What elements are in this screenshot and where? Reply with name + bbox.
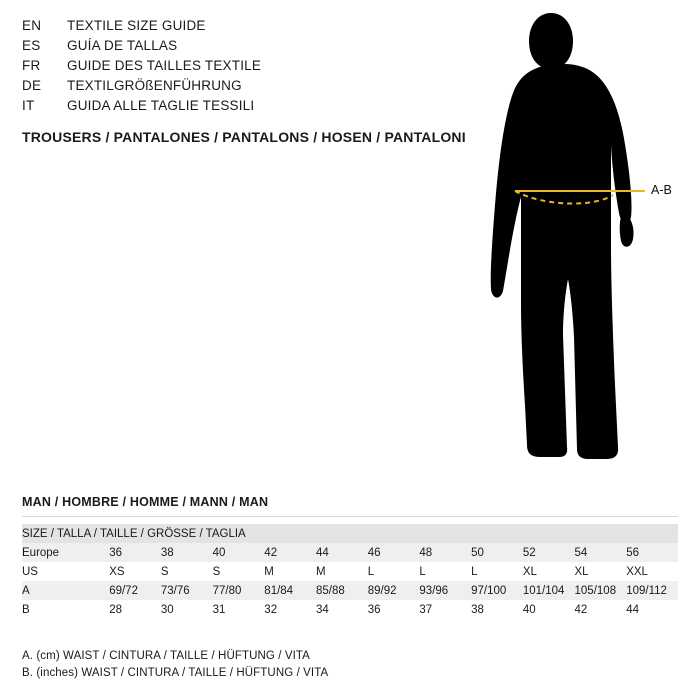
cell: 54 (575, 543, 627, 562)
cell: 48 (419, 543, 471, 562)
size-table (22, 524, 678, 619)
cell: 30 (161, 600, 213, 619)
language-row (22, 78, 482, 98)
cell: 69/72 (109, 581, 161, 600)
cell: M (264, 562, 316, 581)
footnote-b: B. (inches) WAIST / CINTURA / TAILLE / HÜFTUNG / VITA (22, 667, 329, 679)
cell: 36 (109, 543, 161, 562)
language-title: TEXTILGRÖßENFÜHRUNG (67, 78, 242, 93)
cell: 32 (264, 600, 316, 619)
language-code: ES (22, 38, 41, 53)
cell: 85/88 (316, 581, 368, 600)
language-code: IT (22, 98, 35, 113)
cell: XL (523, 562, 575, 581)
table-row (22, 562, 678, 581)
cell: 52 (523, 543, 575, 562)
table-row (22, 543, 678, 562)
cell: 40 (523, 600, 575, 619)
cell: 34 (316, 600, 368, 619)
table-header-row (22, 524, 678, 543)
table-row (22, 581, 678, 600)
cell: 42 (575, 600, 627, 619)
cell: L (419, 562, 471, 581)
language-code: DE (22, 78, 42, 93)
language-row (22, 58, 482, 78)
cell: 101/104 (523, 581, 575, 600)
cell: 44 (626, 600, 678, 619)
row-label: B (22, 600, 109, 619)
footnote-a: A. (cm) WAIST / CINTURA / TAILLE / HÜFTUNG / VITA (22, 650, 310, 662)
cell: 46 (368, 543, 420, 562)
cell: 38 (471, 600, 523, 619)
language-code: EN (22, 18, 42, 33)
cell: 109/112 (626, 581, 678, 600)
cell: 50 (471, 543, 523, 562)
cell: L (471, 562, 523, 581)
cell: 77/80 (213, 581, 265, 600)
table-header-label: SIZE / TALLA / TAILLE / GRÖSSE / TAGLIA (22, 524, 678, 543)
cell: 37 (419, 600, 471, 619)
cell: M (316, 562, 368, 581)
divider (22, 516, 678, 517)
table-row (22, 600, 678, 619)
cell: 42 (264, 543, 316, 562)
category-title: TROUSERS / PANTALONES / PANTALONS / HOSEN / PANTALONI (22, 129, 466, 145)
language-title: GUÍA DE TALLAS (67, 38, 178, 53)
cell: S (161, 562, 213, 581)
row-label: US (22, 562, 109, 581)
footnotes (22, 648, 328, 682)
cell: XS (109, 562, 161, 581)
cell: S (213, 562, 265, 581)
cell: 40 (213, 543, 265, 562)
cell: 73/76 (161, 581, 213, 600)
language-list (22, 18, 482, 118)
language-title: GUIDA ALLE TAGLIE TESSILI (67, 98, 255, 113)
language-row (22, 98, 482, 118)
cell: XL (575, 562, 627, 581)
cell: XXL (626, 562, 678, 581)
cell: 89/92 (368, 581, 420, 600)
cell: L (368, 562, 420, 581)
man-silhouette-figure (455, 5, 685, 475)
measure-label-ab: A-B (651, 183, 672, 197)
row-label: A (22, 581, 109, 600)
language-title: GUIDE DES TAILLES TEXTILE (67, 58, 262, 73)
language-title: TEXTILE SIZE GUIDE (67, 18, 206, 33)
cell: 81/84 (264, 581, 316, 600)
cell: 93/96 (419, 581, 471, 600)
language-code: FR (22, 58, 41, 73)
table-group-title: MAN / HOMBRE / HOMME / MANN / MAN (22, 495, 269, 509)
cell: 56 (626, 543, 678, 562)
cell: 105/108 (575, 581, 627, 600)
silhouette-icon (455, 5, 685, 475)
language-row (22, 18, 482, 38)
language-row (22, 38, 482, 58)
cell: 36 (368, 600, 420, 619)
cell: 44 (316, 543, 368, 562)
cell: 97/100 (471, 581, 523, 600)
cell: 31 (213, 600, 265, 619)
cell: 38 (161, 543, 213, 562)
cell: 28 (109, 600, 161, 619)
row-label: Europe (22, 543, 109, 562)
